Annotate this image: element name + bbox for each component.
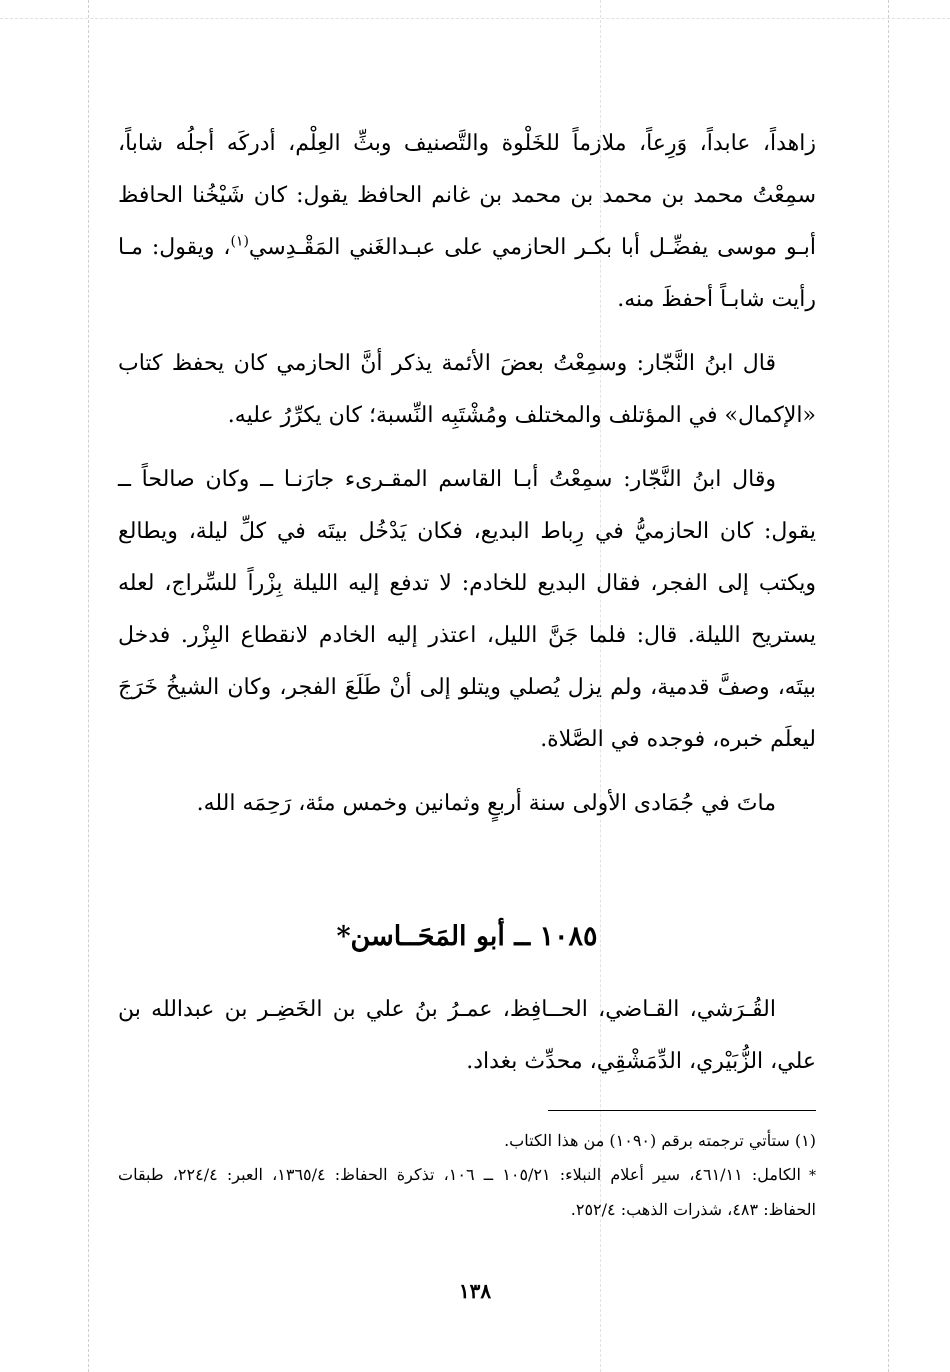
page-number: ١٣٨ [458, 1279, 492, 1303]
paragraph-text: ، ويقول: مـا رأيت شابـاً أحفظَ منه. [118, 235, 816, 312]
main-text [118, 118, 816, 842]
footnote: (١) ستأتي ترجمته برقم (١٠٩٠) من هذا الكتاب. [504, 1131, 816, 1150]
footnotes [118, 1124, 816, 1227]
footnote [118, 1158, 816, 1227]
entry-heading: ١٠٨٥ ــ أبو المَحَــاسن* [336, 921, 598, 952]
paragraph: قال ابنُ النَّجّار: وسمِعْتُ بعضَ الأئمة يذكر أنَّ الحازمي كان يحفظ كتاب «الإكمال» في المؤتلف والمختلف ومُشْتَبِه النِّسبة؛ كان يكرِّرُ عليه. [118, 351, 816, 428]
footnote-star-marker: * [809, 1168, 817, 1184]
paragraph-text: زاهداً، عابداً، وَرِعاً، ملازماً للخَلْوة والتَّصنيف وبثِّ العِلْم، أدركَه أجلُه شاباً، سمِعْتُ محمد بن محمد بن محمد بن غانم الحافظ يقول: كان شَيْخُنا الحافظ أبـو موسى يفضِّـل أبا بكـر الحازمي على عبـدالغَني المَقْـدِسي [118, 131, 816, 260]
paragraph: القُـرَشي، القـاضي، الحــافِظ، عمـرُ بنُ علي بن الخَضِـر بن عبدالله بن علي، الزُّبَيْري، الدِّمَشْقِي، محدِّث بغداد. [118, 997, 816, 1074]
footnote-text: الكامل: ٤٦١/١١، سير أعلام النبلاء: ١٠٥/٢١ ــ ١٠٦، تذكرة الحفاظ: ١٣٦٥/٤، العبر: ٢٢٤/٤، طبقات الحفاظ: ٤٨٣، شذرات الذهب: ٢٥٢/٤. [118, 1165, 816, 1219]
scan-guide-line [888, 0, 889, 1372]
scan-guide-line [88, 0, 89, 1372]
paragraph [118, 118, 816, 326]
entry-text [118, 984, 816, 1088]
scan-guide-line [0, 18, 950, 19]
footnote-reference: (١) [230, 233, 249, 250]
paragraph: ماتَ في جُمَادى الأولى سنة أربعٍ وثمانين وخمس مئة، رَحِمَه الله. [196, 791, 776, 816]
paragraph: وقال ابنُ النَّجّار: سمِعْتُ أبـا القاسم المقـرىء جارَنـا ــ وكان صالحاً ــ يقول: كان الحازميُّ في رِباط البديع، فكان يَدْخُل بيتَه في كلِّ ليلة، ويطالع ويكتب إلى الفجر، فقال البديع للخادم: لا تدفع إليه الليلة بِزْراً للسِّراج، لعله يستريح الليلة. قال: فلما جَنَّ الليل، اعتذر إليه الخادم لانقطاع البِزْر. فدخل بيتَه، وصفَّ قدمية، ولم يزل يُصلي ويتلو إلى أنْ طَلَعَ الفجر، وكان الشيخُ خَرَجَ ليعلَم خبره، فوجده في الصَّلاة. [118, 467, 816, 752]
footnote-separator [548, 1110, 816, 1111]
